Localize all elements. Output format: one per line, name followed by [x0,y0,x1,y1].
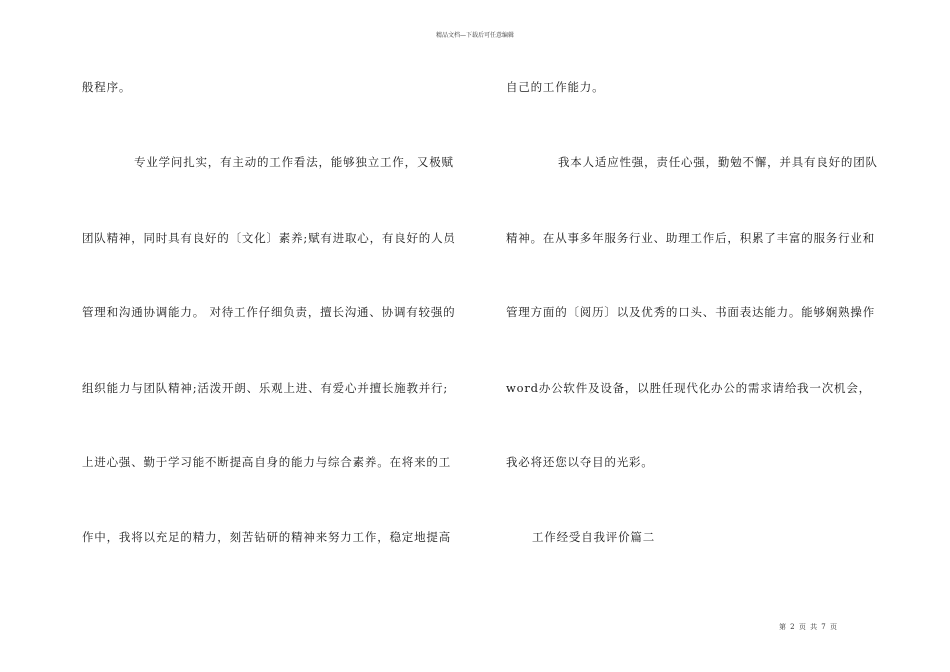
text-line: 自己的工作能力。 [506,80,605,94]
section-heading: 工作经受自我评价篇二 [532,530,655,544]
text-line: 管理和沟通协调能力。 对待工作仔细负责，擅长沟通、协调有较强的 [82,305,456,319]
text-line: 精神。在从事多年服务行业、助理工作后，积累了丰富的服务行业和 [506,231,875,245]
page-number: 第 2 页 共 7 页 [778,623,838,631]
text-line: 专业学问扎实，有主动的工作看法，能够独立工作，又极赋 [134,155,454,169]
text-line: 作中，我将以充足的精力，刻苦钻研的精神来努力工作，稳定地提高 [82,530,451,544]
text-line: word办公软件及设备，以胜任现代化办公的需求请给我一次机会， [506,381,871,395]
text-line: 团队精神，同时具有良好的〔文化〕素养;赋有进取心，有良好的人员 [82,231,456,245]
text-line: 般程序。 [82,80,132,94]
text-line: 管理方面的〔阅历〕以及优秀的口头、书面表达能力。能够娴熟操作 [506,305,875,319]
page-header: 精品文档—下载后可任意编辑 [435,32,514,39]
text-line: 上进心强、勤于学习能不断提高自身的能力与综合素养。在将来的工 [82,455,451,469]
text-line: 我必将还您以夺目的光彩。 [506,455,654,469]
text-line: 我本人适应性强，责任心强，勤勉不懈，并具有良好的团队 [558,155,878,169]
text-line: 组织能力与团队精神;活泼开朗、乐观上进、有爱心并擅长施教并行; [82,381,449,395]
